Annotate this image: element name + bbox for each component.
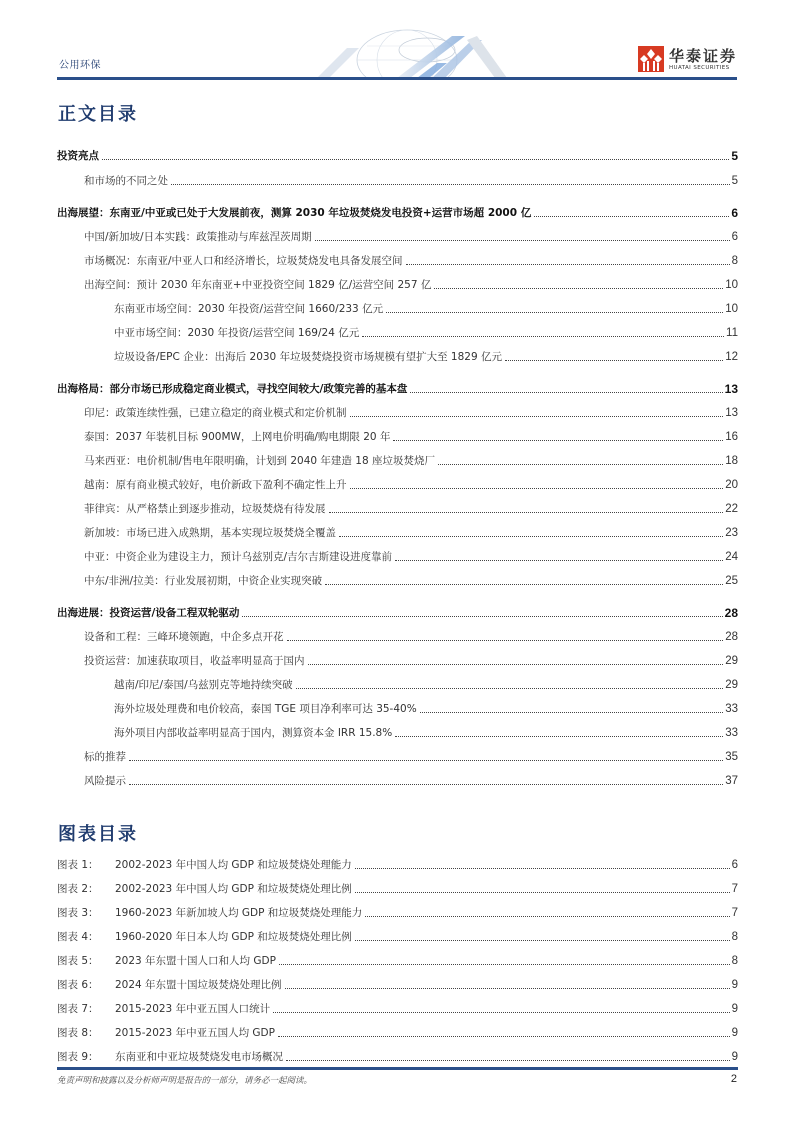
toc-entry-page: 28 [725, 631, 738, 643]
toc-entry[interactable] [57, 676, 738, 692]
figure-entry-page: 8 [731, 931, 738, 943]
figure-entry-title [57, 954, 279, 968]
toc-entry-page: 13 [725, 407, 738, 419]
figure-entry[interactable] [57, 880, 738, 896]
toc-entry-page: 11 [726, 327, 738, 339]
toc-entry-title: 标的推荐 [84, 750, 129, 764]
dot-leader [102, 159, 729, 160]
section-label: 公用环保 [59, 60, 101, 71]
toc-entry-page: 10 [725, 303, 738, 315]
toc-entry-title: 设备和工程：三峰环境领跑，中企多点开花 [84, 630, 287, 644]
dot-leader [505, 360, 723, 361]
figure-label: 图表 9： [57, 1051, 99, 1063]
toc-entry-title: 印尼：政策连续性强，已建立稳定的商业模式和定价机制 [84, 406, 350, 420]
figure-label: 图表 4： [57, 931, 99, 943]
toc-entry-page: 28 [724, 606, 738, 620]
figure-label: 图表 8： [57, 1027, 99, 1039]
toc-entry[interactable] [57, 724, 738, 740]
toc-entry[interactable] [57, 228, 738, 244]
dot-leader [325, 584, 723, 585]
toc-entry[interactable] [57, 628, 738, 644]
dot-leader [365, 916, 729, 917]
dot-leader [296, 688, 724, 689]
figure-caption: 东南亚和中亚垃圾焚烧发电市场概况 [115, 1051, 283, 1063]
figure-caption: 1960-2023 年新加坡人均 GDP 和垃圾焚烧处理能力 [115, 907, 363, 919]
dot-leader [286, 1060, 730, 1061]
toc-entry-title: 出海进展：投资运营/设备工程双轮驱动 [57, 606, 242, 620]
figure-entry-page: 8 [731, 955, 738, 967]
toc-entry[interactable] [57, 404, 738, 420]
dot-leader [329, 512, 724, 513]
toc-entry-title: 市场概况：东南亚/中亚人口和经济增长，垃圾焚烧发电具备发展空间 [84, 254, 406, 268]
figure-entry-title [57, 1026, 278, 1040]
toc-entry[interactable] [57, 300, 738, 316]
figure-entry-page: 9 [731, 1051, 738, 1063]
toc-entry[interactable] [57, 204, 738, 220]
toc-entry[interactable] [57, 324, 738, 340]
dot-leader [308, 664, 724, 665]
dot-leader [355, 892, 730, 893]
figure-entry-page: 7 [731, 883, 738, 895]
dot-leader [287, 640, 724, 641]
dot-leader [129, 760, 723, 761]
figure-entry-title [57, 906, 365, 920]
toc-entry-page: 29 [725, 679, 738, 691]
dot-leader [273, 1012, 730, 1013]
dot-leader [534, 216, 729, 217]
toc-entry-title: 风险提示 [84, 774, 129, 788]
toc-entry-page: 33 [725, 727, 738, 739]
dot-leader [420, 712, 724, 713]
dot-leader [438, 464, 723, 465]
figure-caption: 2015-2023 年中亚五国人口统计 [115, 1003, 271, 1015]
figure-entry-page: 9 [731, 1027, 738, 1039]
toc-entry-title: 出海空间：预计 2030 年东南亚+中亚投资空间 1829 亿/运营空间 257 亿 [84, 278, 434, 292]
figure-entry-title [57, 882, 355, 896]
figure-caption: 2023 年东盟十国人口和人均 GDP [115, 955, 276, 967]
huatai-logo [638, 43, 737, 75]
figure-caption: 2024 年东盟十国垃圾焚烧处理比例 [115, 979, 282, 991]
dot-leader [242, 616, 722, 617]
toc-entry[interactable] [57, 604, 738, 620]
dot-leader [410, 392, 722, 393]
toc-entry[interactable] [57, 700, 738, 716]
dot-leader [406, 264, 730, 265]
figure-entry[interactable] [57, 904, 738, 920]
dot-leader [395, 560, 723, 561]
dot-leader [395, 736, 723, 737]
dot-leader [339, 536, 723, 537]
dot-leader [285, 988, 730, 989]
figure-entry-page: 9 [731, 979, 738, 991]
toc-entry[interactable] [57, 452, 738, 468]
toc-entry[interactable] [57, 772, 738, 788]
toc-entry-title: 海外垃圾处理费和电价较高，泰国 TGE 项目净利率可达 35-40% [114, 702, 420, 716]
dot-leader [362, 336, 724, 337]
toc-entry-title: 东南亚市场空间：2030 年投资/运营空间 1660/233 亿元 [114, 302, 386, 316]
brand-name-en: HUATAI SECURITIES [668, 64, 730, 71]
toc-entry[interactable] [57, 276, 738, 292]
figure-entry-title [57, 978, 285, 992]
figure-entry-title [57, 858, 355, 872]
figure-entry[interactable] [57, 856, 738, 872]
toc-entry[interactable] [57, 572, 738, 588]
globe-banner-graphic [297, 28, 537, 78]
figure-label: 图表 5： [57, 955, 99, 967]
toc-entry-title: 菲律宾：从严格禁止到逐步推动，垃圾焚烧有待发展 [84, 502, 329, 516]
toc-entry-title: 越南：原有商业模式较好，电价新政下盈利不确定性上升 [84, 478, 350, 492]
toc-entry-title: 垃圾设备/EPC 企业：出海后 2030 年垃圾焚烧投资市场规模有望扩大至 1829 亿元 [114, 350, 505, 364]
toc-entry-title: 投资运营：加速获取项目，收益率明显高于国内 [84, 654, 308, 668]
toc-entry-page: 6 [731, 206, 738, 220]
toc-entry-title: 新加坡：市场已进入成熟期，基本实现垃圾焚烧全覆盖 [84, 526, 339, 540]
toc-entry[interactable] [57, 500, 738, 516]
toc-entry-title: 出海格局：部分市场已形成稳定商业模式，寻找空间较大/政策完善的基本盘 [57, 382, 410, 396]
figure-label: 图表 1： [57, 859, 99, 871]
main-toc-title: 正文目录 [58, 104, 138, 125]
dot-leader [434, 288, 723, 289]
dot-leader [355, 940, 730, 941]
toc-entry[interactable] [57, 172, 738, 188]
figure-entry[interactable] [57, 1000, 738, 1016]
figure-entry[interactable] [57, 1024, 738, 1040]
toc-entry-title: 和市场的不同之处 [84, 174, 171, 188]
figure-entry-page: 9 [731, 1003, 738, 1015]
toc-entry[interactable] [57, 548, 738, 564]
toc-entry-page: 33 [725, 703, 738, 715]
toc-entry-page: 13 [724, 382, 738, 396]
brand-name-cn: 华泰证券 [668, 46, 737, 65]
toc-entry[interactable] [57, 748, 738, 764]
toc-entry-title: 马来西亚：电价机制/售电年限明确，计划到 2040 年建造 18 座垃圾焚烧厂 [84, 454, 438, 468]
toc-entry[interactable] [57, 652, 738, 668]
dot-leader [355, 868, 730, 869]
figure-caption: 1960-2020 年日本人均 GDP 和垃圾焚烧处理比例 [115, 931, 352, 943]
toc-entry-page: 5 [731, 149, 738, 163]
toc-entry-title: 泰国：2037 年装机目标 900MW，上网电价明确/购电期限 20 年 [84, 430, 393, 444]
figure-label: 图表 7： [57, 1003, 99, 1015]
footer-disclaimer: 免责声明和披露以及分析师声明是报告的一部分，请务必一起阅读。 [57, 1076, 313, 1086]
toc-entry-page: 35 [725, 751, 738, 763]
figure-label: 图表 3： [57, 907, 99, 919]
toc-entry-page: 18 [725, 455, 738, 467]
toc-entry[interactable] [57, 524, 738, 540]
dot-leader [171, 184, 730, 185]
toc-entry-title: 中国/新加坡/日本实践：政策推动与库兹涅茨周期 [84, 230, 315, 244]
figure-entry-page: 6 [731, 859, 738, 871]
toc-entry-title: 中亚：中资企业为建设主力，预计乌兹别克/吉尔吉斯建设进度靠前 [84, 550, 395, 564]
toc-entry-page: 6 [731, 231, 738, 243]
dot-leader [129, 784, 723, 785]
toc-entry-page: 23 [725, 527, 738, 539]
figure-label: 图表 6： [57, 979, 99, 991]
toc-entry-page: 20 [725, 479, 738, 491]
toc-entry[interactable] [57, 348, 738, 364]
dot-leader [393, 440, 723, 441]
dot-leader [386, 312, 723, 313]
toc-entry-page: 10 [725, 279, 738, 291]
figure-entry-page: 7 [731, 907, 738, 919]
dot-leader [279, 964, 730, 965]
dot-leader [350, 488, 724, 489]
toc-entry-title: 海外项目内部收益率明显高于国内，测算资本金 IRR 15.8% [114, 726, 395, 740]
toc-entry[interactable] [57, 147, 738, 163]
toc-entry[interactable] [57, 252, 738, 268]
toc-entry-page: 8 [731, 255, 738, 267]
toc-entry-page: 16 [725, 431, 738, 443]
toc-entry-page: 37 [725, 775, 738, 787]
huatai-logo-icon [638, 46, 664, 72]
toc-entry-page: 29 [725, 655, 738, 667]
figure-toc-title: 图表目录 [58, 824, 138, 845]
header-divider [57, 77, 737, 80]
figure-entry[interactable] [57, 1048, 738, 1064]
figure-label: 图表 2： [57, 883, 99, 895]
toc-entry-title: 投资亮点 [57, 149, 102, 163]
toc-entry-title: 中东/非洲/拉美：行业发展初期，中资企业实现突破 [84, 574, 325, 588]
figure-caption: 2015-2023 年中亚五国人均 GDP [115, 1027, 275, 1039]
page-header [57, 0, 737, 80]
footer-divider [57, 1067, 738, 1070]
dot-leader [350, 416, 724, 417]
figure-entry-title [57, 1002, 273, 1016]
toc-entry[interactable] [57, 380, 738, 396]
figure-caption: 2002-2023 年中国人均 GDP 和垃圾焚烧处理比例 [115, 883, 352, 895]
toc-entry-page: 22 [725, 503, 738, 515]
toc-entry-page: 25 [725, 575, 738, 587]
toc-entry[interactable] [57, 428, 738, 444]
figure-entry-title [57, 1050, 286, 1064]
dot-leader [315, 240, 730, 241]
toc-entry-page: 12 [725, 351, 738, 363]
toc-entry[interactable] [57, 476, 738, 492]
figure-entry[interactable] [57, 976, 738, 992]
toc-entry-title: 中亚市场空间：2030 年投资/运营空间 169/24 亿元 [114, 326, 362, 340]
page-number: 2 [730, 1073, 737, 1085]
figure-entry[interactable] [57, 928, 738, 944]
toc-entry-page: 5 [731, 175, 738, 187]
dot-leader [278, 1036, 730, 1037]
toc-entry-title: 出海展望：东南亚/中亚或已处于大发展前夜，测算 2030 年垃圾焚烧发电投资+运营市场超 2000 亿 [57, 206, 534, 220]
figure-caption: 2002-2023 年中国人均 GDP 和垃圾焚烧处理能力 [115, 859, 352, 871]
toc-entry-page: 24 [725, 551, 738, 563]
figure-entry-title [57, 930, 355, 944]
toc-entry-title: 越南/印尼/泰国/乌兹别克等地持续突破 [114, 678, 296, 692]
figure-entry[interactable] [57, 952, 738, 968]
